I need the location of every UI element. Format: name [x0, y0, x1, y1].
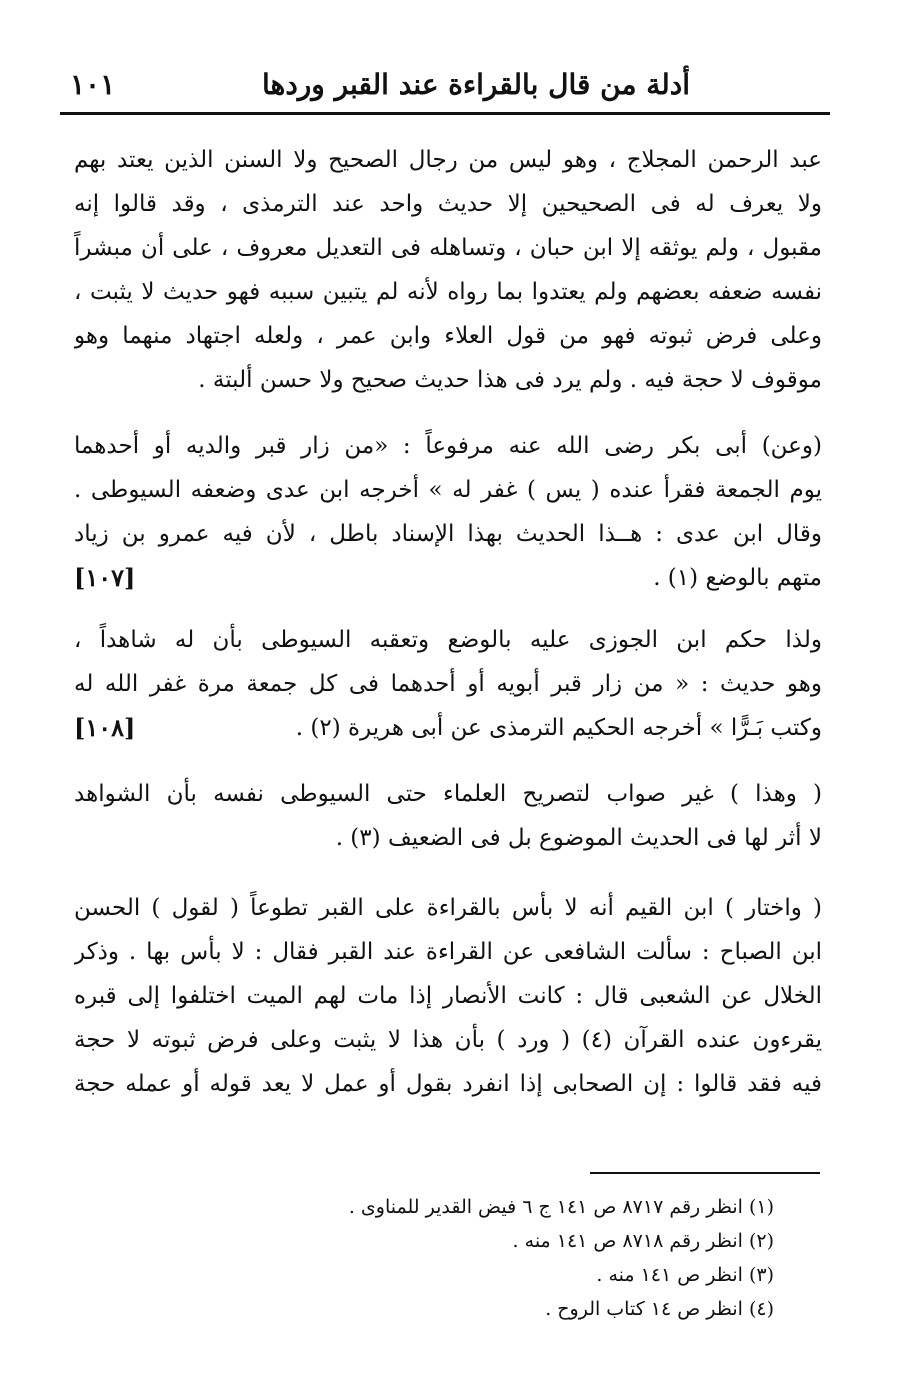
text-line: ولذا حكم ابن الجوزى عليه بالوضع وتعقبه السيوطى بأن له شاهداً ،	[74, 627, 822, 653]
hadith-number: [١٠٧]	[74, 563, 136, 592]
line-text: متهم بالوضع (١) .	[653, 565, 822, 591]
text-line: يوم الجمعة فقرأ عنده ( يس ) غفر له » أخرجه ابن عدى وضعفه السيوطى .	[74, 477, 822, 503]
text-line: الخلال عن الشعبى قال : كانت الأنصار إذا مات لهم الميت اختلفوا إلى قبره	[74, 983, 822, 1009]
footnote: (٣) انظر ص ١٤١ منه .	[596, 1264, 774, 1286]
footnote: (٤) انظر ص ١٤ كتاب الروح .	[545, 1298, 774, 1320]
text-line: ابن الصباح : سألت الشافعى عن القراءة عند القبر فقال : لا بأس بها . وذكر	[74, 939, 822, 965]
footnote: (١) انظر رقم ٨٧١٧ ص ١٤١ ج ٦ فيض القدير للمناوى .	[348, 1196, 774, 1218]
paragraph-3	[74, 618, 822, 750]
text-line: (وعن) أبى بكر رضى الله عنه مرفوعاً : «من زار قبر والديه أو أحدهما	[74, 433, 822, 459]
footnotes	[74, 1190, 774, 1326]
text-line: عبد الرحمن المجلاج ، وهو ليس من رجال الصحيح ولا السنن الذين يعتد بهم	[74, 147, 822, 173]
text-line: نفسه ضعفه بعضهم ولم يعتدوا بما رواه لأنه لم يتبين سببه فهو حديث لا يثبت ،	[74, 279, 822, 305]
text-line: وقال ابن عدى : هــذا الحديث بهذا الإسناد باطل ، لأن فيه عمرو بن زياد	[74, 521, 822, 547]
paragraph-5	[74, 886, 822, 1106]
paragraph-1	[74, 138, 822, 402]
text-line: وهو حديث : « من زار قبر أبويه أو أحدهما فى كل جمعة مرة غفر الله له	[74, 671, 822, 697]
paragraph-4	[74, 772, 822, 860]
hadith-number: [١٠٨]	[74, 713, 136, 742]
page-title: أدلة من قال بالقراءة عند القبر وردها	[262, 68, 690, 101]
text-line: ولا يعرف له فى الصحيحين إلا حديث واحد عند الترمذى ، وقد قالوا إنه	[74, 191, 822, 217]
text-line	[74, 706, 822, 750]
text-line: موقوف لا حجة فيه . ولم يرد فى هذا حديث صحيح ولا حسن ألبتة .	[198, 367, 822, 393]
text-line	[74, 556, 822, 600]
text-line: يقرءون عنده القرآن (٤) ( ورد ) بأن هذا لا يثبت وعلى فرض ثبوته لا حجة	[74, 1027, 822, 1053]
page-header	[60, 60, 830, 115]
footnote: (٢) انظر رقم ٨٧١٨ ص ١٤١ منه .	[512, 1230, 774, 1252]
page-number: ١٠١	[70, 68, 116, 101]
text-line: وعلى فرض ثبوته فهو من قول العلاء وابن عمر ، ولعله اجتهاد منهما وهو	[74, 323, 822, 349]
paragraph-2	[74, 424, 822, 600]
footnote-divider	[590, 1172, 820, 1174]
text-line: ( وهذا ) غير صواب لتصريح العلماء حتى السيوطى نفسه بأن الشواهد	[74, 781, 822, 807]
text-line: فيه فقد قالوا : إن الصحابى إذا انفرد بقول أو عمل لا يعد قوله أو عمله حجة	[74, 1071, 822, 1097]
text-line: ( واختار ) ابن القيم أنه لا بأس بالقراءة على القبر تطوعاً ( لقول ) الحسن	[74, 895, 822, 921]
page-body	[74, 138, 822, 1106]
text-line: مقبول ، ولم يوثقه إلا ابن حبان ، وتساهله فى التعديل معروف ، على أن مبشراً	[74, 235, 822, 261]
text-line: لا أثر لها فى الحديث الموضوع بل فى الضعيف (٣) .	[335, 825, 822, 851]
line-text: وكتب بَـرًّا » أخرجه الحكيم الترمذى عن أبى هريرة (٢) .	[295, 715, 822, 741]
